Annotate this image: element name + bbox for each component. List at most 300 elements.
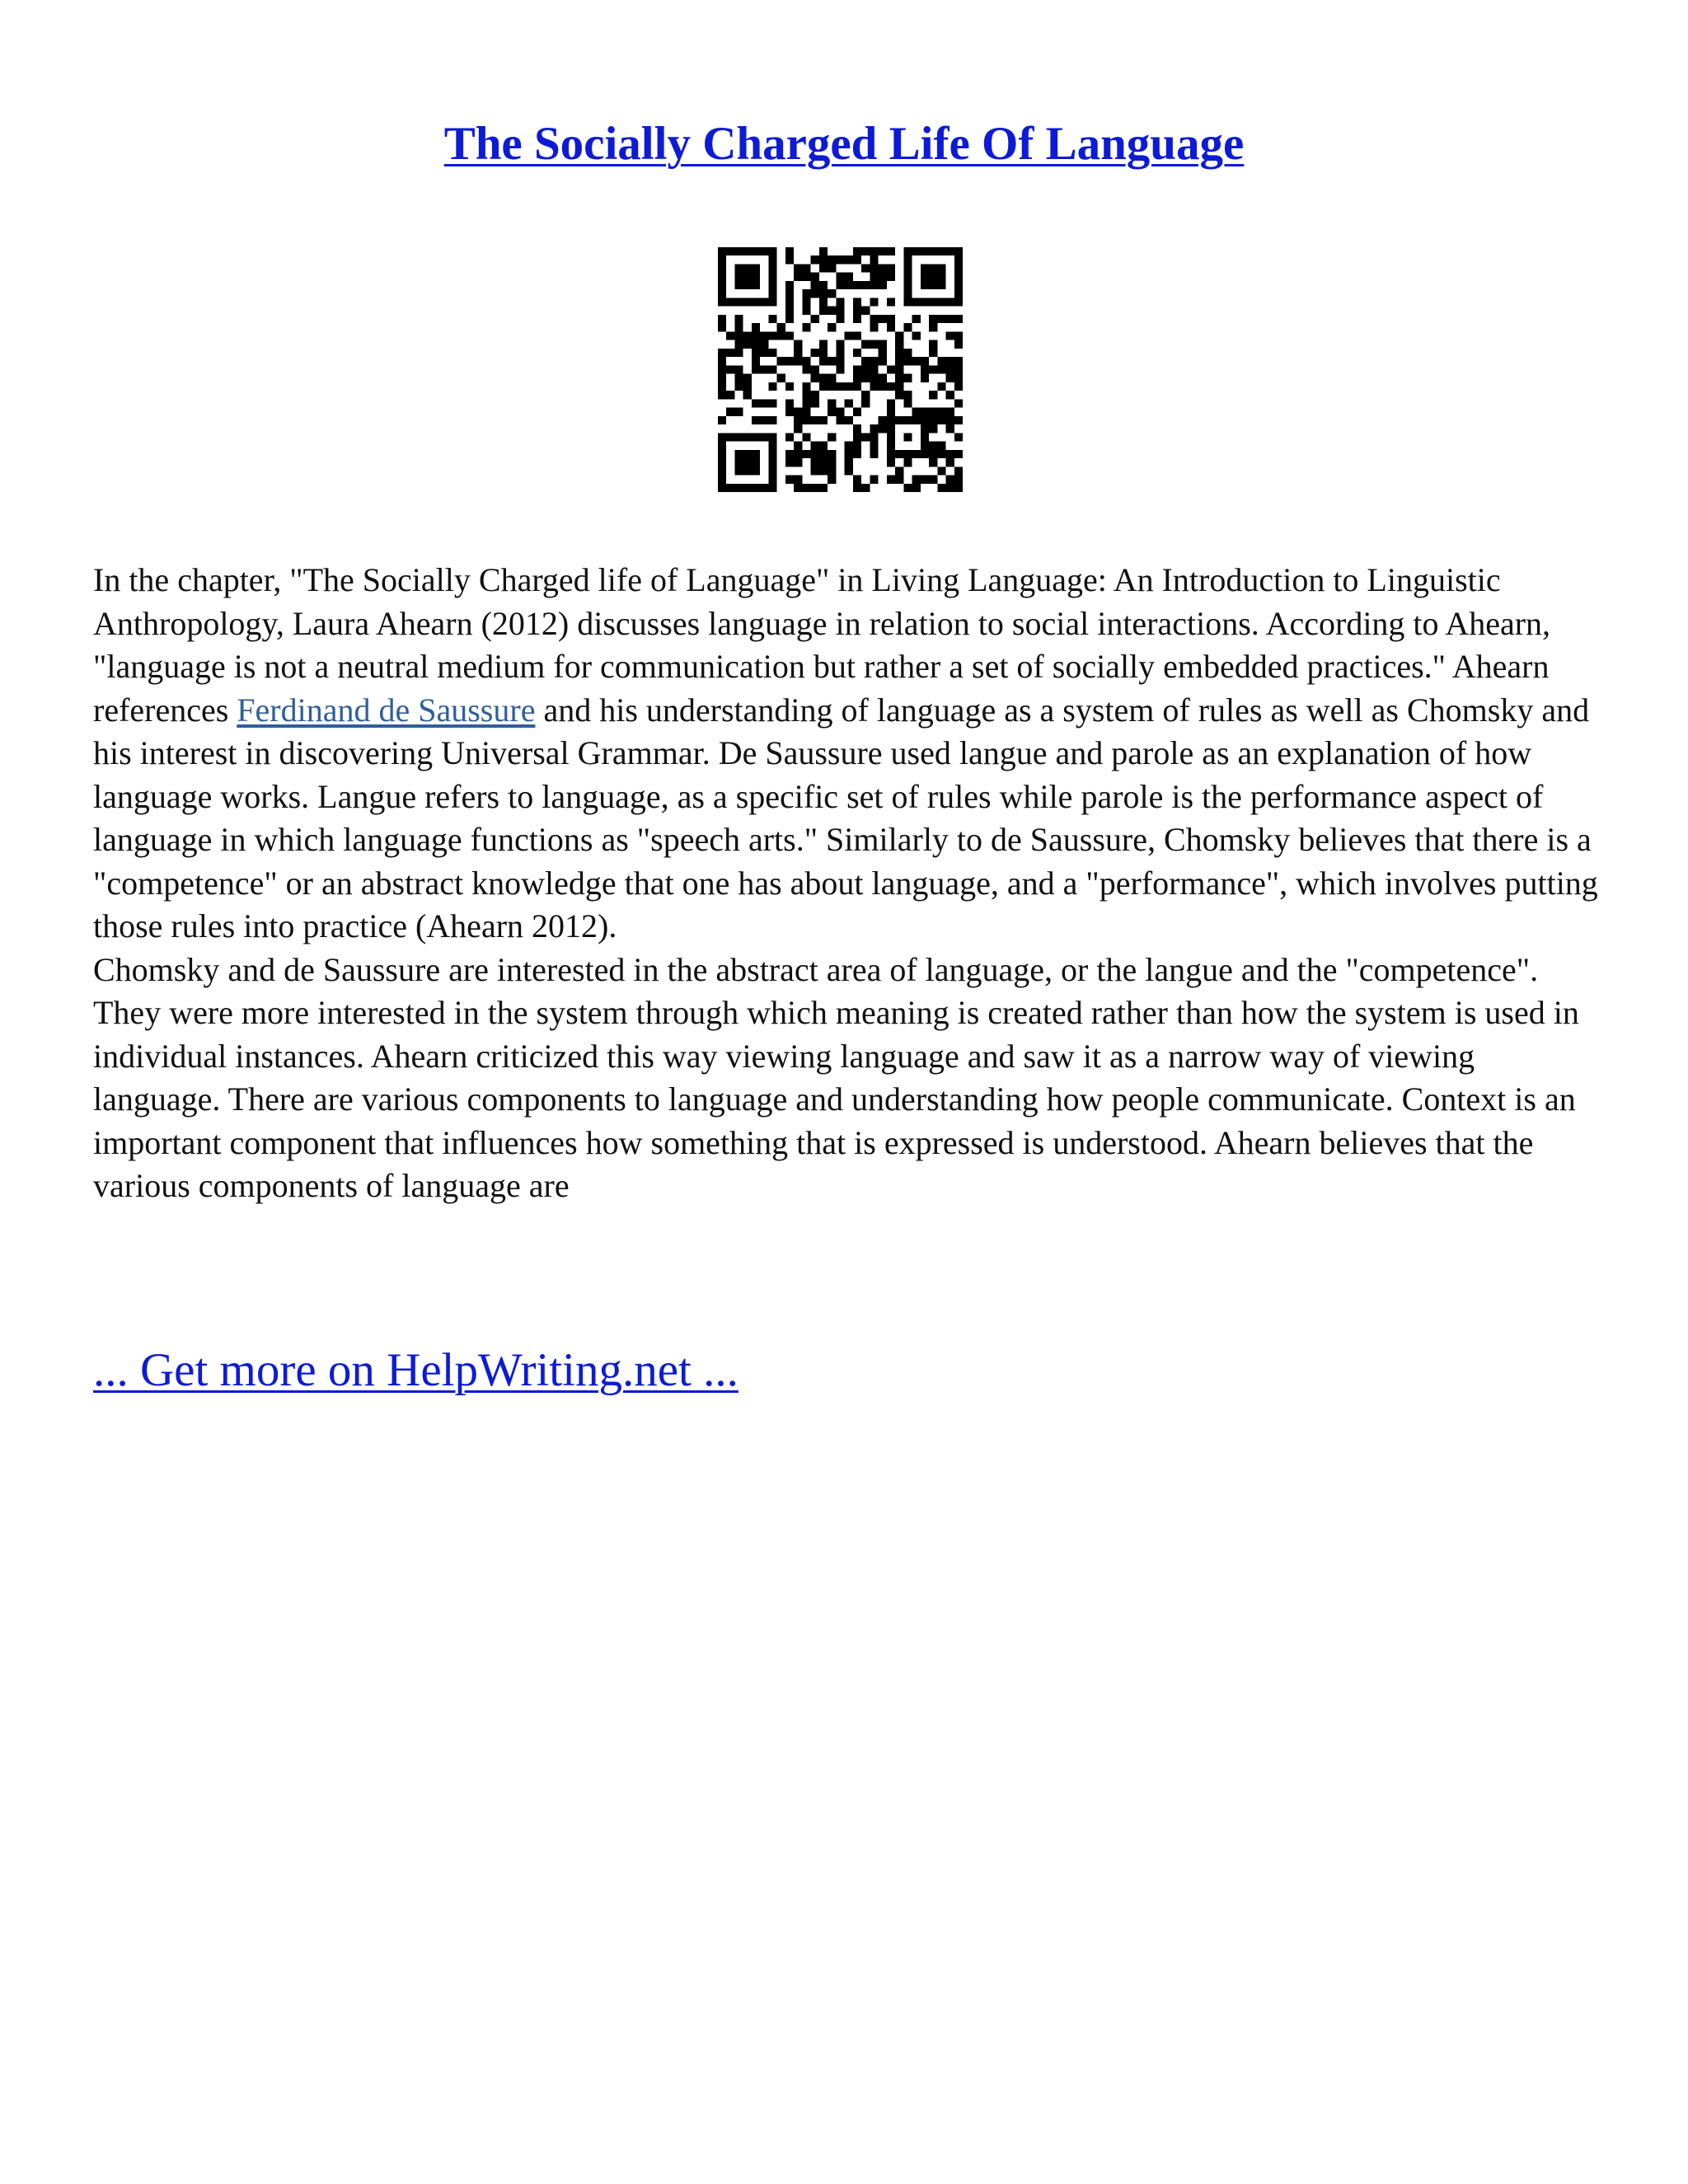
qr-module bbox=[743, 466, 752, 475]
qr-module bbox=[929, 281, 937, 289]
qr-module bbox=[921, 416, 929, 424]
qr-module bbox=[743, 458, 752, 466]
qr-module bbox=[819, 281, 828, 289]
qr-module bbox=[921, 476, 929, 484]
qr-module bbox=[752, 298, 760, 306]
qr-module bbox=[726, 484, 734, 492]
qr-module bbox=[828, 357, 836, 365]
qr-module bbox=[768, 298, 776, 306]
qr-module bbox=[845, 273, 853, 281]
qr-module bbox=[937, 382, 945, 391]
qr-module bbox=[752, 323, 760, 331]
qr-module bbox=[768, 281, 776, 289]
qr-module bbox=[921, 408, 929, 416]
paragraph-1 bbox=[93, 559, 1606, 949]
qr-module bbox=[785, 247, 794, 255]
qr-module bbox=[777, 331, 785, 340]
qr-module bbox=[912, 408, 921, 416]
qr-module bbox=[819, 466, 828, 475]
qr-module bbox=[946, 416, 954, 424]
qr-module bbox=[946, 298, 954, 306]
qr-module bbox=[836, 255, 844, 264]
qr-module bbox=[879, 315, 887, 323]
qr-module bbox=[879, 281, 887, 289]
qr-module bbox=[794, 340, 802, 349]
qr-module bbox=[921, 281, 929, 289]
qr-module bbox=[879, 349, 887, 357]
qr-module bbox=[845, 466, 853, 475]
qr-module bbox=[895, 340, 903, 349]
qr-module bbox=[760, 416, 768, 424]
qr-module bbox=[718, 450, 726, 458]
qr-module bbox=[768, 476, 776, 484]
qr-module bbox=[903, 391, 912, 399]
qr-module bbox=[760, 399, 768, 407]
qr-module bbox=[845, 450, 853, 458]
qr-module bbox=[853, 408, 861, 416]
qr-module bbox=[718, 298, 726, 306]
qr-module bbox=[768, 315, 776, 323]
qr-module bbox=[954, 365, 963, 373]
qr-module bbox=[785, 331, 794, 340]
qr-module bbox=[828, 307, 836, 315]
qr-module bbox=[785, 408, 794, 416]
qr-module bbox=[802, 273, 810, 281]
qr-module bbox=[718, 484, 726, 492]
qr-module bbox=[903, 433, 912, 441]
qr-module bbox=[853, 433, 861, 441]
qr-module bbox=[879, 247, 887, 255]
qr-module bbox=[887, 247, 895, 255]
qr-module bbox=[811, 255, 819, 264]
qr-module bbox=[802, 399, 810, 407]
qr-module bbox=[768, 289, 776, 298]
qr-module bbox=[861, 365, 870, 373]
qr-module bbox=[929, 264, 937, 272]
qr-module bbox=[752, 281, 760, 289]
qr-module bbox=[853, 424, 861, 433]
qr-module bbox=[718, 247, 726, 255]
qr-module bbox=[819, 382, 828, 391]
qr-module bbox=[895, 476, 903, 484]
qr-module bbox=[853, 298, 861, 306]
qr-module bbox=[760, 331, 768, 340]
qr-module bbox=[903, 255, 912, 264]
saussure-link[interactable]: Ferdinand de Saussure bbox=[237, 691, 536, 729]
qr-module bbox=[836, 349, 844, 357]
qr-module bbox=[929, 450, 937, 458]
qr-module bbox=[903, 450, 912, 458]
qr-module bbox=[802, 357, 810, 365]
qr-module bbox=[845, 442, 853, 450]
qr-module bbox=[743, 247, 752, 255]
qr-module bbox=[937, 408, 945, 416]
qr-module bbox=[760, 340, 768, 349]
qr-module bbox=[760, 247, 768, 255]
qr-module bbox=[887, 476, 895, 484]
qr-module bbox=[861, 433, 870, 441]
qr-module bbox=[743, 298, 752, 306]
qr-module bbox=[760, 365, 768, 373]
qr-module bbox=[853, 331, 861, 340]
qr-module bbox=[734, 433, 743, 441]
qr-module bbox=[768, 255, 776, 264]
qr-module bbox=[726, 391, 734, 399]
qr-module bbox=[752, 247, 760, 255]
qr-module bbox=[734, 450, 743, 458]
qr-module bbox=[836, 307, 844, 315]
qr-module bbox=[921, 365, 929, 373]
qr-module bbox=[734, 340, 743, 349]
qr-module bbox=[718, 466, 726, 475]
qr-module bbox=[887, 365, 895, 373]
qr-module bbox=[895, 450, 903, 458]
qr-module bbox=[819, 416, 828, 424]
qr-module bbox=[726, 331, 734, 340]
qr-module bbox=[929, 458, 937, 466]
qr-module bbox=[718, 416, 726, 424]
qr-module bbox=[954, 281, 963, 289]
qr-module bbox=[946, 450, 954, 458]
qr-module bbox=[879, 424, 887, 433]
qr-module bbox=[802, 416, 810, 424]
qr-module bbox=[811, 349, 819, 357]
qr-module bbox=[734, 273, 743, 281]
qr-module bbox=[870, 281, 878, 289]
qr-module bbox=[921, 298, 929, 306]
qr-module bbox=[845, 331, 853, 340]
qr-module bbox=[726, 298, 734, 306]
qr-module bbox=[828, 255, 836, 264]
qr-module bbox=[853, 281, 861, 289]
qr-module bbox=[718, 273, 726, 281]
qr-module bbox=[895, 416, 903, 424]
qr-module bbox=[929, 273, 937, 281]
qr-module bbox=[828, 399, 836, 407]
qr-module bbox=[768, 416, 776, 424]
qr-module bbox=[879, 416, 887, 424]
qr-module bbox=[718, 391, 726, 399]
qr-module bbox=[811, 365, 819, 373]
qr-module bbox=[777, 323, 785, 331]
qr-module bbox=[836, 365, 844, 373]
qr-module bbox=[954, 466, 963, 475]
qr-module bbox=[752, 349, 760, 357]
qr-module bbox=[853, 255, 861, 264]
qr-module bbox=[879, 264, 887, 272]
qr-module bbox=[870, 424, 878, 433]
qr-module bbox=[794, 273, 802, 281]
qr-module bbox=[768, 433, 776, 441]
qr-module bbox=[811, 442, 819, 450]
qr-module bbox=[954, 264, 963, 272]
qr-module bbox=[734, 408, 743, 416]
qr-module bbox=[811, 315, 819, 323]
paragraph-1-text-b: and his understanding of language as a system of rules as well as Chomsky and his interest in discovering Universal Grammar. De Saussure used langue and parole as an explanation of how language works. Langue refers to language, as a specific set of rules while parole is the performance aspect of language in which language functions as "speech arts." Similarly to de Saussure, Chomsky believes that there is a "competence" or an abstract knowledge that one has about language, and a "performance", which involves putting those rules into practice (Ahearn 2012). bbox=[93, 691, 1598, 944]
qr-module bbox=[734, 281, 743, 289]
qr-module bbox=[785, 382, 794, 391]
qr-module bbox=[734, 365, 743, 373]
qr-module bbox=[912, 450, 921, 458]
qr-module bbox=[853, 365, 861, 373]
qr-module bbox=[785, 450, 794, 458]
qr-module bbox=[887, 450, 895, 458]
qr-module bbox=[929, 315, 937, 323]
qr-module bbox=[743, 374, 752, 382]
qr-module bbox=[828, 450, 836, 458]
qr-module bbox=[853, 315, 861, 323]
qr-module bbox=[853, 442, 861, 450]
qr-module bbox=[937, 466, 945, 475]
qr-module bbox=[777, 357, 785, 365]
qr-module bbox=[794, 424, 802, 433]
qr-module bbox=[903, 247, 912, 255]
qr-module bbox=[752, 416, 760, 424]
qr-module bbox=[768, 442, 776, 450]
qr-module bbox=[768, 365, 776, 373]
qr-module bbox=[912, 298, 921, 306]
qr-module bbox=[819, 289, 828, 298]
qr-module bbox=[861, 247, 870, 255]
qr-module bbox=[836, 315, 844, 323]
qr-module bbox=[853, 450, 861, 458]
qr-module bbox=[870, 450, 878, 458]
qr-module bbox=[802, 307, 810, 315]
qr-module bbox=[954, 399, 963, 407]
qr-module bbox=[819, 458, 828, 466]
qr-module bbox=[870, 298, 878, 306]
qr-module bbox=[718, 433, 726, 441]
qr-module bbox=[887, 399, 895, 407]
qr-module bbox=[726, 408, 734, 416]
qr-module bbox=[802, 450, 810, 458]
qr-module bbox=[861, 307, 870, 315]
qr-module bbox=[819, 255, 828, 264]
title-link[interactable]: The Socially Charged Life Of Language bbox=[443, 118, 1245, 170]
qr-module bbox=[734, 484, 743, 492]
qr-module bbox=[954, 382, 963, 391]
qr-module bbox=[734, 466, 743, 475]
qr-module bbox=[954, 255, 963, 264]
qr-module bbox=[718, 476, 726, 484]
qr-module bbox=[954, 433, 963, 441]
qr-module bbox=[929, 247, 937, 255]
qr-module bbox=[726, 349, 734, 357]
qr-module bbox=[937, 273, 945, 281]
qr-module bbox=[861, 281, 870, 289]
qr-module bbox=[903, 357, 912, 365]
qr-module bbox=[870, 255, 878, 264]
qr-module bbox=[811, 391, 819, 399]
qr-module bbox=[819, 307, 828, 315]
qr-module bbox=[903, 273, 912, 281]
qr-module bbox=[785, 307, 794, 315]
qr-module bbox=[752, 450, 760, 458]
qr-module bbox=[853, 349, 861, 357]
qr-module bbox=[895, 357, 903, 365]
qr-module bbox=[946, 247, 954, 255]
qr-module bbox=[870, 382, 878, 391]
qr-module bbox=[946, 315, 954, 323]
qr-module bbox=[768, 264, 776, 272]
qr-module bbox=[743, 382, 752, 391]
qr-module bbox=[887, 315, 895, 323]
qr-module bbox=[845, 399, 853, 407]
paragraph-2: Chomsky and de Saussure are interested in the abstract area of language, or the langue and the "competence". They were more interested in the system through which meaning is created rather than how the system is used in individual instances. Ahearn criticized this way viewing language and saw it as a narrow way of viewing language. There are various components to language and understanding how people communicate. Context is an important component that influences how something that is expressed is understood. Ahearn believes that the various components of language are bbox=[93, 950, 1579, 1204]
qr-module bbox=[903, 374, 912, 382]
qr-module bbox=[853, 307, 861, 315]
qr-module bbox=[794, 264, 802, 272]
qr-module bbox=[768, 349, 776, 357]
qr-module bbox=[743, 273, 752, 281]
qr-module bbox=[726, 247, 734, 255]
qr-module bbox=[929, 349, 937, 357]
qr-module bbox=[929, 323, 937, 331]
qr-module bbox=[718, 365, 726, 373]
qr-module bbox=[785, 399, 794, 407]
qr-module bbox=[802, 365, 810, 373]
qr-module bbox=[785, 315, 794, 323]
qr-module bbox=[954, 331, 963, 340]
qr-module bbox=[768, 450, 776, 458]
qr-module bbox=[929, 476, 937, 484]
qr-module bbox=[752, 458, 760, 466]
qr-module bbox=[954, 374, 963, 382]
qr-module bbox=[752, 340, 760, 349]
qr-module bbox=[879, 382, 887, 391]
qr-module bbox=[954, 476, 963, 484]
qr-code-icon bbox=[718, 247, 963, 492]
qr-module bbox=[819, 450, 828, 458]
qr-module bbox=[879, 273, 887, 281]
qr-module bbox=[903, 349, 912, 357]
qr-module bbox=[887, 323, 895, 331]
qr-module bbox=[853, 476, 861, 484]
qr-module bbox=[718, 315, 726, 323]
qr-module bbox=[760, 298, 768, 306]
qr-module bbox=[743, 331, 752, 340]
qr-module bbox=[802, 391, 810, 399]
qr-module bbox=[811, 289, 819, 298]
qr-module bbox=[853, 382, 861, 391]
qr-module bbox=[861, 357, 870, 365]
qr-module bbox=[912, 315, 921, 323]
qr-module bbox=[845, 416, 853, 424]
qr-module bbox=[768, 331, 776, 340]
qr-module bbox=[887, 264, 895, 272]
qr-module bbox=[794, 458, 802, 466]
qr-module bbox=[760, 433, 768, 441]
qr-module bbox=[929, 416, 937, 424]
qr-module bbox=[802, 289, 810, 298]
qr-module bbox=[794, 476, 802, 484]
qr-module bbox=[887, 424, 895, 433]
qr-module bbox=[895, 331, 903, 340]
qr-module bbox=[828, 433, 836, 441]
qr-module bbox=[903, 289, 912, 298]
qr-module bbox=[937, 247, 945, 255]
qr-module bbox=[946, 484, 954, 492]
qr-module bbox=[937, 442, 945, 450]
qr-module bbox=[937, 484, 945, 492]
qr-module bbox=[903, 298, 912, 306]
qr-module bbox=[828, 466, 836, 475]
qr-module bbox=[937, 357, 945, 365]
qr-module bbox=[802, 408, 810, 416]
get-more-link[interactable]: ... Get more on HelpWriting.net ... bbox=[93, 1344, 738, 1396]
qr-module bbox=[929, 298, 937, 306]
qr-module bbox=[861, 264, 870, 272]
qr-module bbox=[743, 433, 752, 441]
qr-module bbox=[802, 323, 810, 331]
qr-module bbox=[811, 399, 819, 407]
qr-module bbox=[819, 340, 828, 349]
qr-module bbox=[785, 433, 794, 441]
qr-module bbox=[768, 458, 776, 466]
qr-module bbox=[954, 484, 963, 492]
qr-module bbox=[912, 357, 921, 365]
qr-module bbox=[836, 340, 844, 349]
qr-module bbox=[836, 408, 844, 416]
qr-module bbox=[870, 433, 878, 441]
qr-module bbox=[752, 331, 760, 340]
qr-module bbox=[811, 374, 819, 382]
qr-module bbox=[785, 255, 794, 264]
qr-module bbox=[760, 349, 768, 357]
qr-module bbox=[828, 382, 836, 391]
qr-module bbox=[802, 382, 810, 391]
qr-module bbox=[836, 298, 844, 306]
qr-module bbox=[768, 399, 776, 407]
qr-module bbox=[903, 281, 912, 289]
qr-module bbox=[912, 247, 921, 255]
qr-module bbox=[794, 442, 802, 450]
qr-module bbox=[853, 484, 861, 492]
qr-module bbox=[777, 374, 785, 382]
qr-module bbox=[845, 281, 853, 289]
qr-module bbox=[743, 450, 752, 458]
qr-module bbox=[887, 442, 895, 450]
qr-module bbox=[912, 416, 921, 424]
qr-module bbox=[937, 315, 945, 323]
qr-module bbox=[752, 399, 760, 407]
qr-module bbox=[726, 365, 734, 373]
qr-module bbox=[743, 484, 752, 492]
qr-module bbox=[954, 289, 963, 298]
qr-module bbox=[734, 331, 743, 340]
qr-module bbox=[819, 357, 828, 365]
qr-module bbox=[946, 357, 954, 365]
qr-module bbox=[819, 247, 828, 255]
qr-module bbox=[768, 382, 776, 391]
qr-module bbox=[718, 374, 726, 382]
qr-module bbox=[887, 408, 895, 416]
qr-module bbox=[836, 382, 844, 391]
qr-module bbox=[954, 416, 963, 424]
qr-module bbox=[946, 365, 954, 373]
qr-module bbox=[802, 264, 810, 272]
qr-module bbox=[785, 289, 794, 298]
qr-module bbox=[954, 298, 963, 306]
qr-module bbox=[828, 264, 836, 272]
qr-module bbox=[718, 255, 726, 264]
qr-module bbox=[895, 374, 903, 382]
qr-module bbox=[903, 399, 912, 407]
qr-module bbox=[870, 365, 878, 373]
qr-module bbox=[718, 458, 726, 466]
qr-module bbox=[929, 408, 937, 416]
qr-module bbox=[954, 273, 963, 281]
